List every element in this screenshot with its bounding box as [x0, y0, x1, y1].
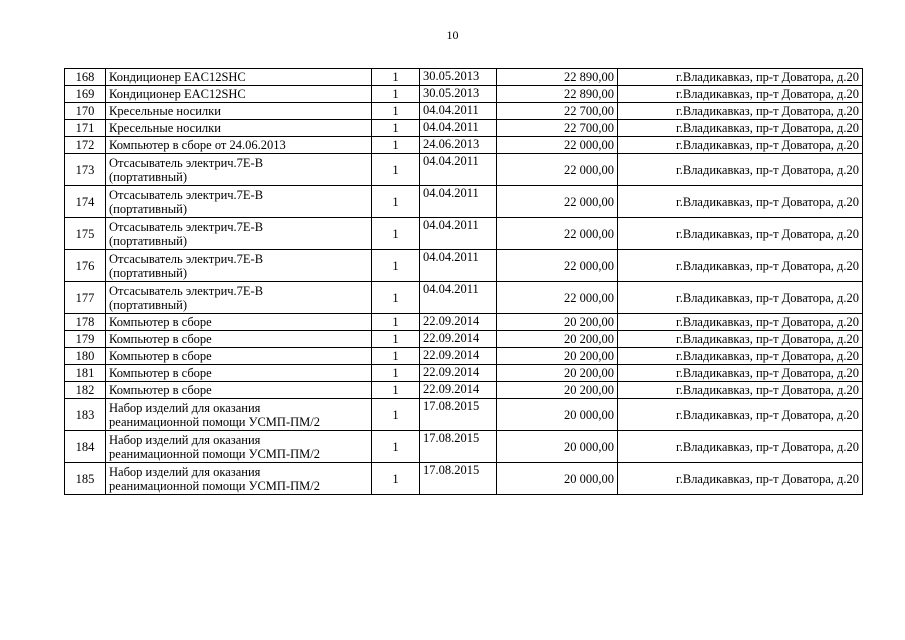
item-name-line: Компьютер в сборе: [109, 315, 212, 329]
row-number-cell: 177: [65, 282, 106, 314]
item-name-cell: [106, 137, 372, 154]
item-name-cell: [106, 103, 372, 120]
address-cell: г.Владикавказ, пр-т Доватора, д.20: [618, 463, 863, 495]
page-number: 10: [446, 28, 459, 42]
row-number-cell: 169: [65, 86, 106, 103]
address-cell: г.Владикавказ, пр-т Доватора, д.20: [618, 431, 863, 463]
quantity-cell: 1: [372, 103, 420, 120]
quantity-cell: 1: [372, 154, 420, 186]
item-name-line: (портативный): [109, 265, 188, 280]
item-name-line: Компьютер в сборе: [109, 366, 212, 380]
date-cell: 22.09.2014: [420, 382, 497, 399]
item-name-cell: [106, 282, 372, 314]
date-cell: 04.04.2011: [420, 186, 497, 218]
date-cell: 22.09.2014: [420, 365, 497, 382]
row-number-cell: 170: [65, 103, 106, 120]
quantity-cell: 1: [372, 86, 420, 103]
price-cell: 22 000,00: [497, 250, 618, 282]
price-cell: 20 200,00: [497, 382, 618, 399]
address-cell: г.Владикавказ, пр-т Доватора, д.20: [618, 382, 863, 399]
item-name-cell: [106, 218, 372, 250]
date-cell: 04.04.2011: [420, 250, 497, 282]
date-cell: 17.08.2015: [420, 431, 497, 463]
item-name-cell: [106, 331, 372, 348]
address-cell: г.Владикавказ, пр-т Доватора, д.20: [618, 154, 863, 186]
item-name-line: Набор изделий для оказания: [109, 400, 261, 415]
table-row: [65, 463, 863, 495]
date-cell: 04.04.2011: [420, 120, 497, 137]
date-cell: 22.09.2014: [420, 348, 497, 365]
price-cell: 22 000,00: [497, 154, 618, 186]
quantity-cell: 1: [372, 314, 420, 331]
price-cell: 20 200,00: [497, 348, 618, 365]
table-body: [65, 69, 863, 495]
item-name-line: Компьютер в сборе: [109, 383, 212, 397]
date-cell: 30.05.2013: [420, 86, 497, 103]
date-cell: 30.05.2013: [420, 69, 497, 86]
item-name-cell: [106, 382, 372, 399]
item-name-line: (портативный): [109, 201, 188, 216]
quantity-cell: 1: [372, 463, 420, 495]
date-cell: 17.08.2015: [420, 399, 497, 431]
item-name-cell: [106, 154, 372, 186]
quantity-cell: 1: [372, 186, 420, 218]
item-name-line: Набор изделий для оказания: [109, 464, 261, 479]
quantity-cell: 1: [372, 218, 420, 250]
row-number-cell: 185: [65, 463, 106, 495]
item-name-line: Отсасыватель электрич.7Е-В: [109, 155, 264, 170]
table-row: [65, 348, 863, 365]
quantity-cell: 1: [372, 137, 420, 154]
item-name-line: реанимационной помощи УСМП-ПМ/2: [109, 446, 320, 461]
table-row: [65, 137, 863, 154]
row-number-cell: 178: [65, 314, 106, 331]
row-number-cell: 174: [65, 186, 106, 218]
price-cell: 22 000,00: [497, 218, 618, 250]
price-cell: 22 000,00: [497, 137, 618, 154]
row-number-cell: 182: [65, 382, 106, 399]
table-row: [65, 86, 863, 103]
address-cell: г.Владикавказ, пр-т Доватора, д.20: [618, 137, 863, 154]
item-name-cell: [106, 348, 372, 365]
item-name-line: Компьютер в сборе: [109, 332, 212, 346]
price-cell: 22 000,00: [497, 282, 618, 314]
item-name-line: реанимационной помощи УСМП-ПМ/2: [109, 414, 320, 429]
price-cell: 20 200,00: [497, 314, 618, 331]
item-name-cell: [106, 86, 372, 103]
row-number-cell: 176: [65, 250, 106, 282]
date-cell: 22.09.2014: [420, 314, 497, 331]
item-name-line: Кондиционер EAC12SHC: [109, 87, 246, 101]
item-name-cell: [106, 365, 372, 382]
address-cell: г.Владикавказ, пр-т Доватора, д.20: [618, 103, 863, 120]
table-row: [65, 382, 863, 399]
quantity-cell: 1: [372, 120, 420, 137]
address-cell: г.Владикавказ, пр-т Доватора, д.20: [618, 282, 863, 314]
table-row: [65, 365, 863, 382]
date-cell: 22.09.2014: [420, 331, 497, 348]
date-cell: 04.04.2011: [420, 103, 497, 120]
row-number-cell: 183: [65, 399, 106, 431]
address-cell: г.Владикавказ, пр-т Доватора, д.20: [618, 86, 863, 103]
item-name-line: Компьютер в сборе от 24.06.2013: [109, 138, 286, 152]
price-cell: 22 890,00: [497, 86, 618, 103]
item-name-line: реанимационной помощи УСМП-ПМ/2: [109, 478, 320, 493]
address-cell: г.Владикавказ, пр-т Доватора, д.20: [618, 186, 863, 218]
table-row: [65, 186, 863, 218]
address-cell: г.Владикавказ, пр-т Доватора, д.20: [618, 250, 863, 282]
quantity-cell: 1: [372, 382, 420, 399]
price-cell: 20 200,00: [497, 365, 618, 382]
price-cell: 22 700,00: [497, 120, 618, 137]
item-name-line: (портативный): [109, 297, 188, 312]
table-row: [65, 218, 863, 250]
item-name-cell: [106, 69, 372, 86]
item-name-line: Набор изделий для оказания: [109, 432, 261, 447]
item-name-line: Отсасыватель электрич.7Е-В: [109, 187, 264, 202]
table-row: [65, 103, 863, 120]
item-name-line: (портативный): [109, 169, 188, 184]
row-number-cell: 184: [65, 431, 106, 463]
row-number-cell: 179: [65, 331, 106, 348]
row-number-cell: 180: [65, 348, 106, 365]
row-number-cell: 181: [65, 365, 106, 382]
quantity-cell: 1: [372, 250, 420, 282]
address-cell: г.Владикавказ, пр-т Доватора, д.20: [618, 314, 863, 331]
quantity-cell: 1: [372, 431, 420, 463]
quantity-cell: 1: [372, 365, 420, 382]
date-cell: 04.04.2011: [420, 154, 497, 186]
row-number-cell: 173: [65, 154, 106, 186]
price-cell: 22 700,00: [497, 103, 618, 120]
table-row: [65, 331, 863, 348]
address-cell: г.Владикавказ, пр-т Доватора, д.20: [618, 348, 863, 365]
price-cell: 20 000,00: [497, 463, 618, 495]
table-row: [65, 282, 863, 314]
date-cell: 04.04.2011: [420, 218, 497, 250]
item-name-cell: [106, 399, 372, 431]
item-name-line: Кондиционер EAC12SHC: [109, 70, 246, 84]
row-number-cell: 171: [65, 120, 106, 137]
row-number-cell: 172: [65, 137, 106, 154]
date-cell: 17.08.2015: [420, 463, 497, 495]
row-number-cell: 168: [65, 69, 106, 86]
item-name-line: Компьютер в сборе: [109, 349, 212, 363]
price-cell: 20 000,00: [497, 431, 618, 463]
price-cell: 20 000,00: [497, 399, 618, 431]
address-cell: г.Владикавказ, пр-т Доватора, д.20: [618, 120, 863, 137]
item-name-line: (портативный): [109, 233, 188, 248]
date-cell: 24.06.2013: [420, 137, 497, 154]
item-name-line: Отсасыватель электрич.7Е-В: [109, 219, 264, 234]
item-name-line: Отсасыватель электрич.7Е-В: [109, 251, 264, 266]
item-name-cell: [106, 120, 372, 137]
item-name-cell: [106, 314, 372, 331]
table-row: [65, 69, 863, 86]
row-number-cell: 175: [65, 218, 106, 250]
item-name-line: Отсасыватель электрич.7Е-В: [109, 283, 264, 298]
address-cell: г.Владикавказ, пр-т Доватора, д.20: [618, 218, 863, 250]
address-cell: г.Владикавказ, пр-т Доватора, д.20: [618, 365, 863, 382]
table-row: [65, 314, 863, 331]
item-name-cell: [106, 463, 372, 495]
price-cell: 22 890,00: [497, 69, 618, 86]
price-cell: 22 000,00: [497, 186, 618, 218]
address-cell: г.Владикавказ, пр-т Доватора, д.20: [618, 399, 863, 431]
table-row: [65, 120, 863, 137]
table-row: [65, 399, 863, 431]
quantity-cell: 1: [372, 282, 420, 314]
table-row: [65, 154, 863, 186]
item-name-line: Кресельные носилки: [109, 121, 221, 135]
quantity-cell: 1: [372, 331, 420, 348]
table-row: [65, 250, 863, 282]
item-name-cell: [106, 431, 372, 463]
item-name-cell: [106, 250, 372, 282]
address-cell: г.Владикавказ, пр-т Доватора, д.20: [618, 331, 863, 348]
price-cell: 20 200,00: [497, 331, 618, 348]
address-cell: г.Владикавказ, пр-т Доватора, д.20: [618, 69, 863, 86]
table-row: [65, 431, 863, 463]
quantity-cell: 1: [372, 69, 420, 86]
item-name-line: Кресельные носилки: [109, 104, 221, 118]
inventory-table: [64, 68, 863, 495]
quantity-cell: 1: [372, 348, 420, 365]
date-cell: 04.04.2011: [420, 282, 497, 314]
quantity-cell: 1: [372, 399, 420, 431]
item-name-cell: [106, 186, 372, 218]
